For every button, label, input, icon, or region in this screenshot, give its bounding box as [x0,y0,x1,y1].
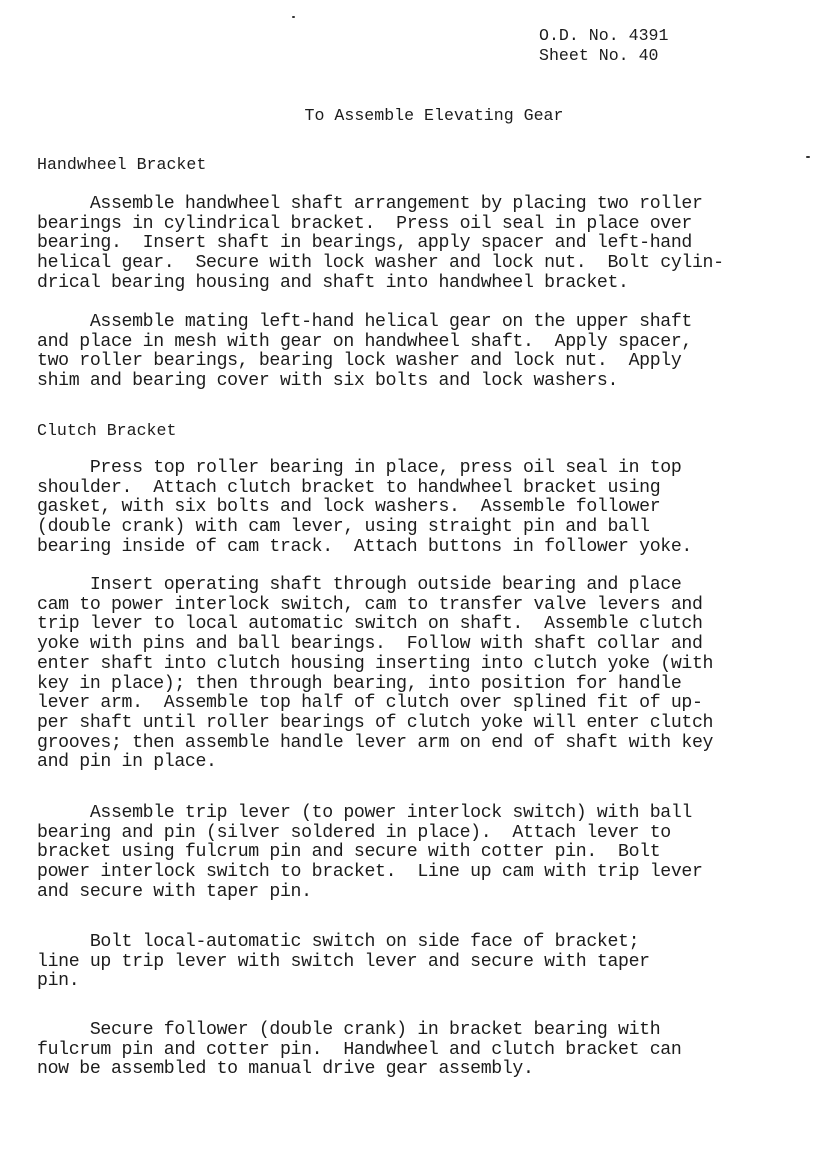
sheet-number: Sheet No. 40 [539,46,659,65]
text-line: Insert operating shaft through outside bearing and place [37,575,682,595]
text-line: Secure follower (double crank) in bracket bearing with [37,1020,661,1040]
paragraph [37,195,724,294]
text-line: Press top roller bearing in place, press oil seal in top [37,458,682,478]
text-line: helical gear. Secure with lock washer and lock nut. Bolt cylin- [37,253,724,274]
text-line: line up trip lever with switch lever and secure with taper [37,951,650,972]
text-line: drical bearing housing and shaft into handwheel bracket. [37,272,629,293]
text-line: bearing. Insert shaft in bearings, apply spacer and left-hand [37,233,692,254]
text-line: shoulder. Attach clutch bracket to handwheel bracket using [37,477,661,498]
text-line: pin. [37,971,80,992]
text-line: key in place); then through bearing, into position for handle [37,673,682,694]
paragraph [37,1021,681,1080]
paragraph [37,313,692,392]
text-line: and secure with taper pin. [37,881,312,902]
text-line: and place in mesh with gear on handwheel shaft. Apply spacer, [37,331,692,352]
paragraph [37,804,703,903]
text-line: Assemble trip lever (to power interlock switch) with ball [37,803,692,823]
text-line: bearing inside of cam track. Attach buttons in follower yoke. [37,536,692,557]
page-title: To Assemble Elevating Gear [304,106,564,125]
text-line: now be assembled to manual drive gear assembly. [37,1059,534,1080]
text-line: cam to power interlock switch, cam to transfer valve levers and [37,594,703,615]
text-line: lever arm. Assemble top half of clutch over splined fit of up- [37,693,703,714]
text-line: power interlock switch to bracket. Line up cam with trip lever [37,862,703,883]
text-line: bearing and pin (silver soldered in place). Attach lever to [37,822,671,843]
text-line: fulcrum pin and cotter pin. Handwheel and clutch bracket can [37,1039,682,1060]
paragraph [37,459,692,558]
od-number: O.D. No. 4391 [539,26,669,45]
paragraph [37,576,713,773]
text-line: trip lever to local automatic switch on shaft. Assemble clutch [37,614,703,635]
document-reference [539,26,668,66]
text-line: gasket, with six bolts and lock washers. Assemble follower [37,497,661,518]
stray-mark [292,16,295,18]
text-line: Assemble handwheel shaft arrangement by placing two roller [37,194,703,214]
text-line: yoke with pins and ball bearings. Follow with shaft collar and [37,634,703,655]
text-line: Bolt local-automatic switch on side face of bracket; [37,932,640,952]
section-heading-handwheel-bracket: Handwheel Bracket [37,155,207,174]
text-line: bracket using fulcrum pin and secure with cotter pin. Bolt [37,842,661,863]
text-line: bearings in cylindrical bracket. Press oil seal in place over [37,213,692,234]
text-line: two roller bearings, bearing lock washer and lock nut. Apply [37,351,682,372]
paragraph [37,933,650,992]
stray-mark [806,156,810,158]
text-line: and pin in place. [37,752,217,773]
text-line: (double crank) with cam lever, using straight pin and ball [37,517,650,538]
text-line: Assemble mating left-hand helical gear on the upper shaft [37,312,692,332]
section-heading-clutch-bracket: Clutch Bracket [37,421,177,440]
text-line: shim and bearing cover with six bolts and lock washers. [37,371,619,392]
text-line: per shaft until roller bearings of clutch yoke will enter clutch [37,712,714,733]
text-line: enter shaft into clutch housing inserting into clutch yoke (with [37,653,714,674]
text-line: grooves; then assemble handle lever arm on end of shaft with key [37,732,714,753]
